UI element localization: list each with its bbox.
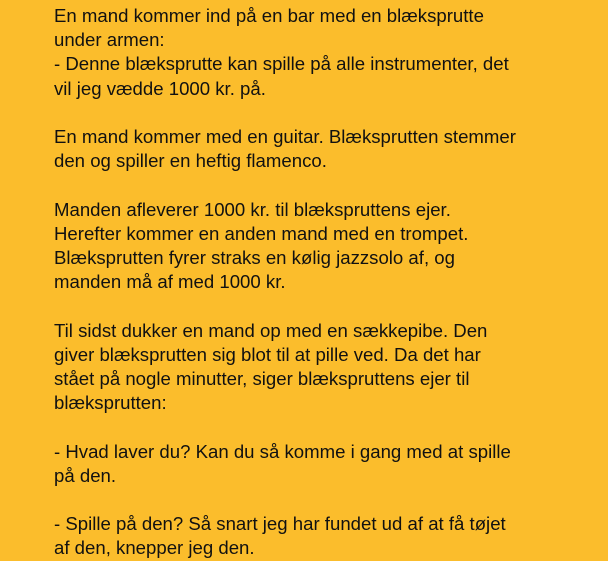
paragraph-punchline (54, 512, 602, 560)
text-line: En mand kommer med en guitar. Blæksprutten stemmer (54, 126, 516, 147)
text-line: den og spiller en heftig flamenco. (54, 150, 327, 172)
text-line: på den. (54, 464, 117, 486)
paragraph-bagpipe (54, 319, 602, 416)
text-line: af den, knepper jeg den. (54, 537, 255, 559)
text-line: stået på nogle minutter, siger blækspruttens ejer til (54, 368, 470, 389)
text-line: - Spille på den? Så snart jeg har fundet ud af at få tøjet (54, 513, 506, 535)
text-line: blæksprutten: (54, 392, 167, 414)
paragraph-question (54, 440, 602, 488)
text-line: under armen: (54, 29, 165, 51)
text-line: En mand kommer ind på en bar med en blæksprutte (54, 5, 484, 26)
text-line: manden må af med 1000 kr. (54, 271, 286, 293)
text-line: - Hvad laver du? Kan du så komme i gang med at spille (54, 440, 511, 462)
text-line: Til sidst dukker en mand op med en sækkepibe. Den (54, 319, 488, 341)
paragraph-guitar (54, 125, 602, 173)
text-line: - Denne blæksprutte kan spille på alle instrumenter, det (54, 53, 509, 75)
paragraph-intro (54, 4, 602, 101)
text-line: Manden afleverer 1000 kr. til blækspruttens ejer. (54, 198, 451, 220)
text-line: giver blæksprutten sig blot til at pille ved. Da det har (54, 343, 481, 365)
text-line: Herefter kommer en anden mand med en trompet. (54, 222, 469, 244)
joke-text (54, 4, 602, 561)
paragraph-trumpet (54, 198, 602, 295)
text-line: vil jeg vædde 1000 kr. på. (54, 77, 266, 99)
text-line: Blæksprutten fyrer straks en kølig jazzsolo af, og (54, 247, 455, 268)
